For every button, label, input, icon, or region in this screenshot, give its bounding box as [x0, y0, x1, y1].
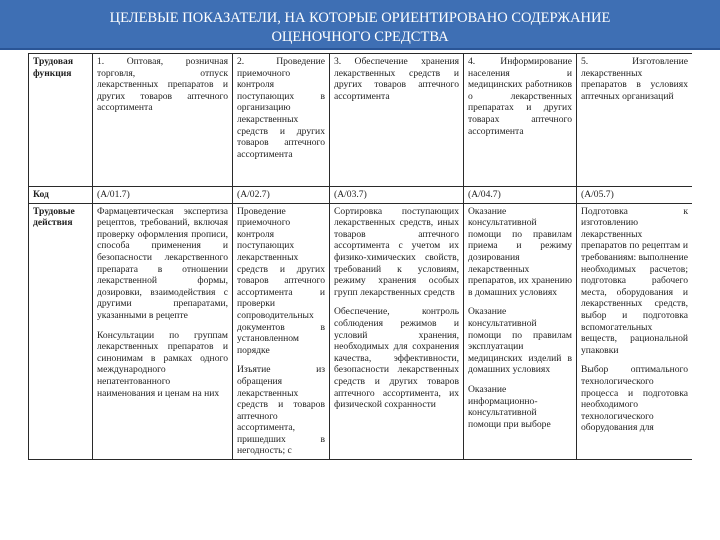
function-cell-1: 1. Оптовая, розничная торговля, отпуск лекарственных препаратов и других товаров аптечного ассортимента — [93, 54, 233, 187]
action-item: Консультации по группам лекарственных препаратов и синонимам в рамках одного международного непатентованного наименования и ценам на них — [97, 329, 228, 399]
slide-title-line-2: ОЦЕНОЧНОГО СРЕДСТВА — [271, 29, 449, 45]
action-item: Выбор оптимального технологического процесса и подготовка необходимого технологического оборудования для — [581, 364, 688, 434]
row-label-actions: Трудовые действия — [29, 203, 93, 459]
action-item: Оказание консультативной помощи по правилам эксплуатации медицинских изделий в домашних условиях — [468, 306, 572, 376]
action-item: Сортировка поступающих лекарственных средств, иных товаров аптечного ассортимента с учетом их физико-химических свойств, требований к условиям, режиму хранения особых групп лекарственных средств — [334, 205, 459, 298]
slide-title-banner — [0, 0, 720, 50]
table-row-functions — [29, 54, 693, 187]
document-scan — [28, 53, 692, 503]
actions-cell-4 — [464, 203, 577, 459]
actions-cell-5 — [577, 203, 693, 459]
code-cell-2: (А/02.7) — [233, 187, 330, 204]
action-item: Оказание консультативной помощи по правилам приема и режиму дозирования лекарственных препаратов, их хранению в домашних условиях — [468, 205, 572, 298]
competency-table — [28, 53, 692, 460]
action-item: Проведение приемочного контроля поступающих лекарственных средств и других товаров аптечного ассортимента и проверки сопроводительных документов в установленном порядке — [237, 205, 325, 356]
code-cell-1: (А/01.7) — [93, 187, 233, 204]
table-row-codes — [29, 187, 693, 204]
function-cell-4: 4. Информирование населения и медицинских работников о лекарственных препаратах и других товарах аптечного ассортимента — [464, 54, 577, 187]
function-cell-2: 2. Проведение приемочного контроля поступающих в организацию лекарственных средств и других товаров аптечного ассортимента — [233, 54, 330, 187]
actions-cell-3 — [330, 203, 464, 459]
action-item: Подготовка к изготовлению лекарственных препаратов по рецептам и требованиям: выполнение необходимых расчетов; подготовка рабочего места, оборудования и лекарственных средств, выбор и подготовка вспомогательных веществ, рациональной упаковки — [581, 205, 689, 356]
actions-cell-2 — [233, 203, 330, 459]
actions-cell-1 — [93, 203, 233, 459]
function-cell-3: 3. Обеспечение хранения лекарственных средств и других товаров аптечного ассортимента — [330, 54, 464, 187]
action-item: Оказание информационно-консультативной помощи при выборе — [468, 383, 551, 430]
code-cell-3: (А/03.7) — [330, 187, 464, 204]
code-cell-5: (А/05.7) — [577, 187, 693, 204]
function-cell-5: 5. Изготовление лекарственных препаратов в условиях аптечных организаций — [577, 54, 693, 187]
action-item: Обеспечение, контроль соблюдения режимов и условий хранения, необходимых для сохранения качества, эффективности, безопасности лекарственных средств и других товаров аптечного ассортимента, их физической сохранности — [334, 306, 459, 411]
action-item: Фармацевтическая экспертиза рецептов, требований, включая проверку оформления прописи, способа применения и безопасности лекарственного препарата в отношении лекарственной формы, дозировки, взаимодействия с другими препаратами, указанными в рецепте — [97, 205, 228, 321]
code-cell-4: (А/04.7) — [464, 187, 577, 204]
action-item: Изъятие из обращения лекарственных средств и товаров аптечного ассортимента, пришедших в негодность; с — [237, 364, 325, 457]
slide-title-line-1: ЦЕЛЕВЫЕ ПОКАЗАТЕЛИ, НА КОТОРЫЕ ОРИЕНТИРОВАНО СОДЕРЖАНИЕ — [109, 10, 611, 26]
table-row-actions — [29, 203, 693, 459]
row-label-code: Код — [29, 187, 93, 204]
row-label-function: Трудовая функция — [29, 54, 93, 187]
